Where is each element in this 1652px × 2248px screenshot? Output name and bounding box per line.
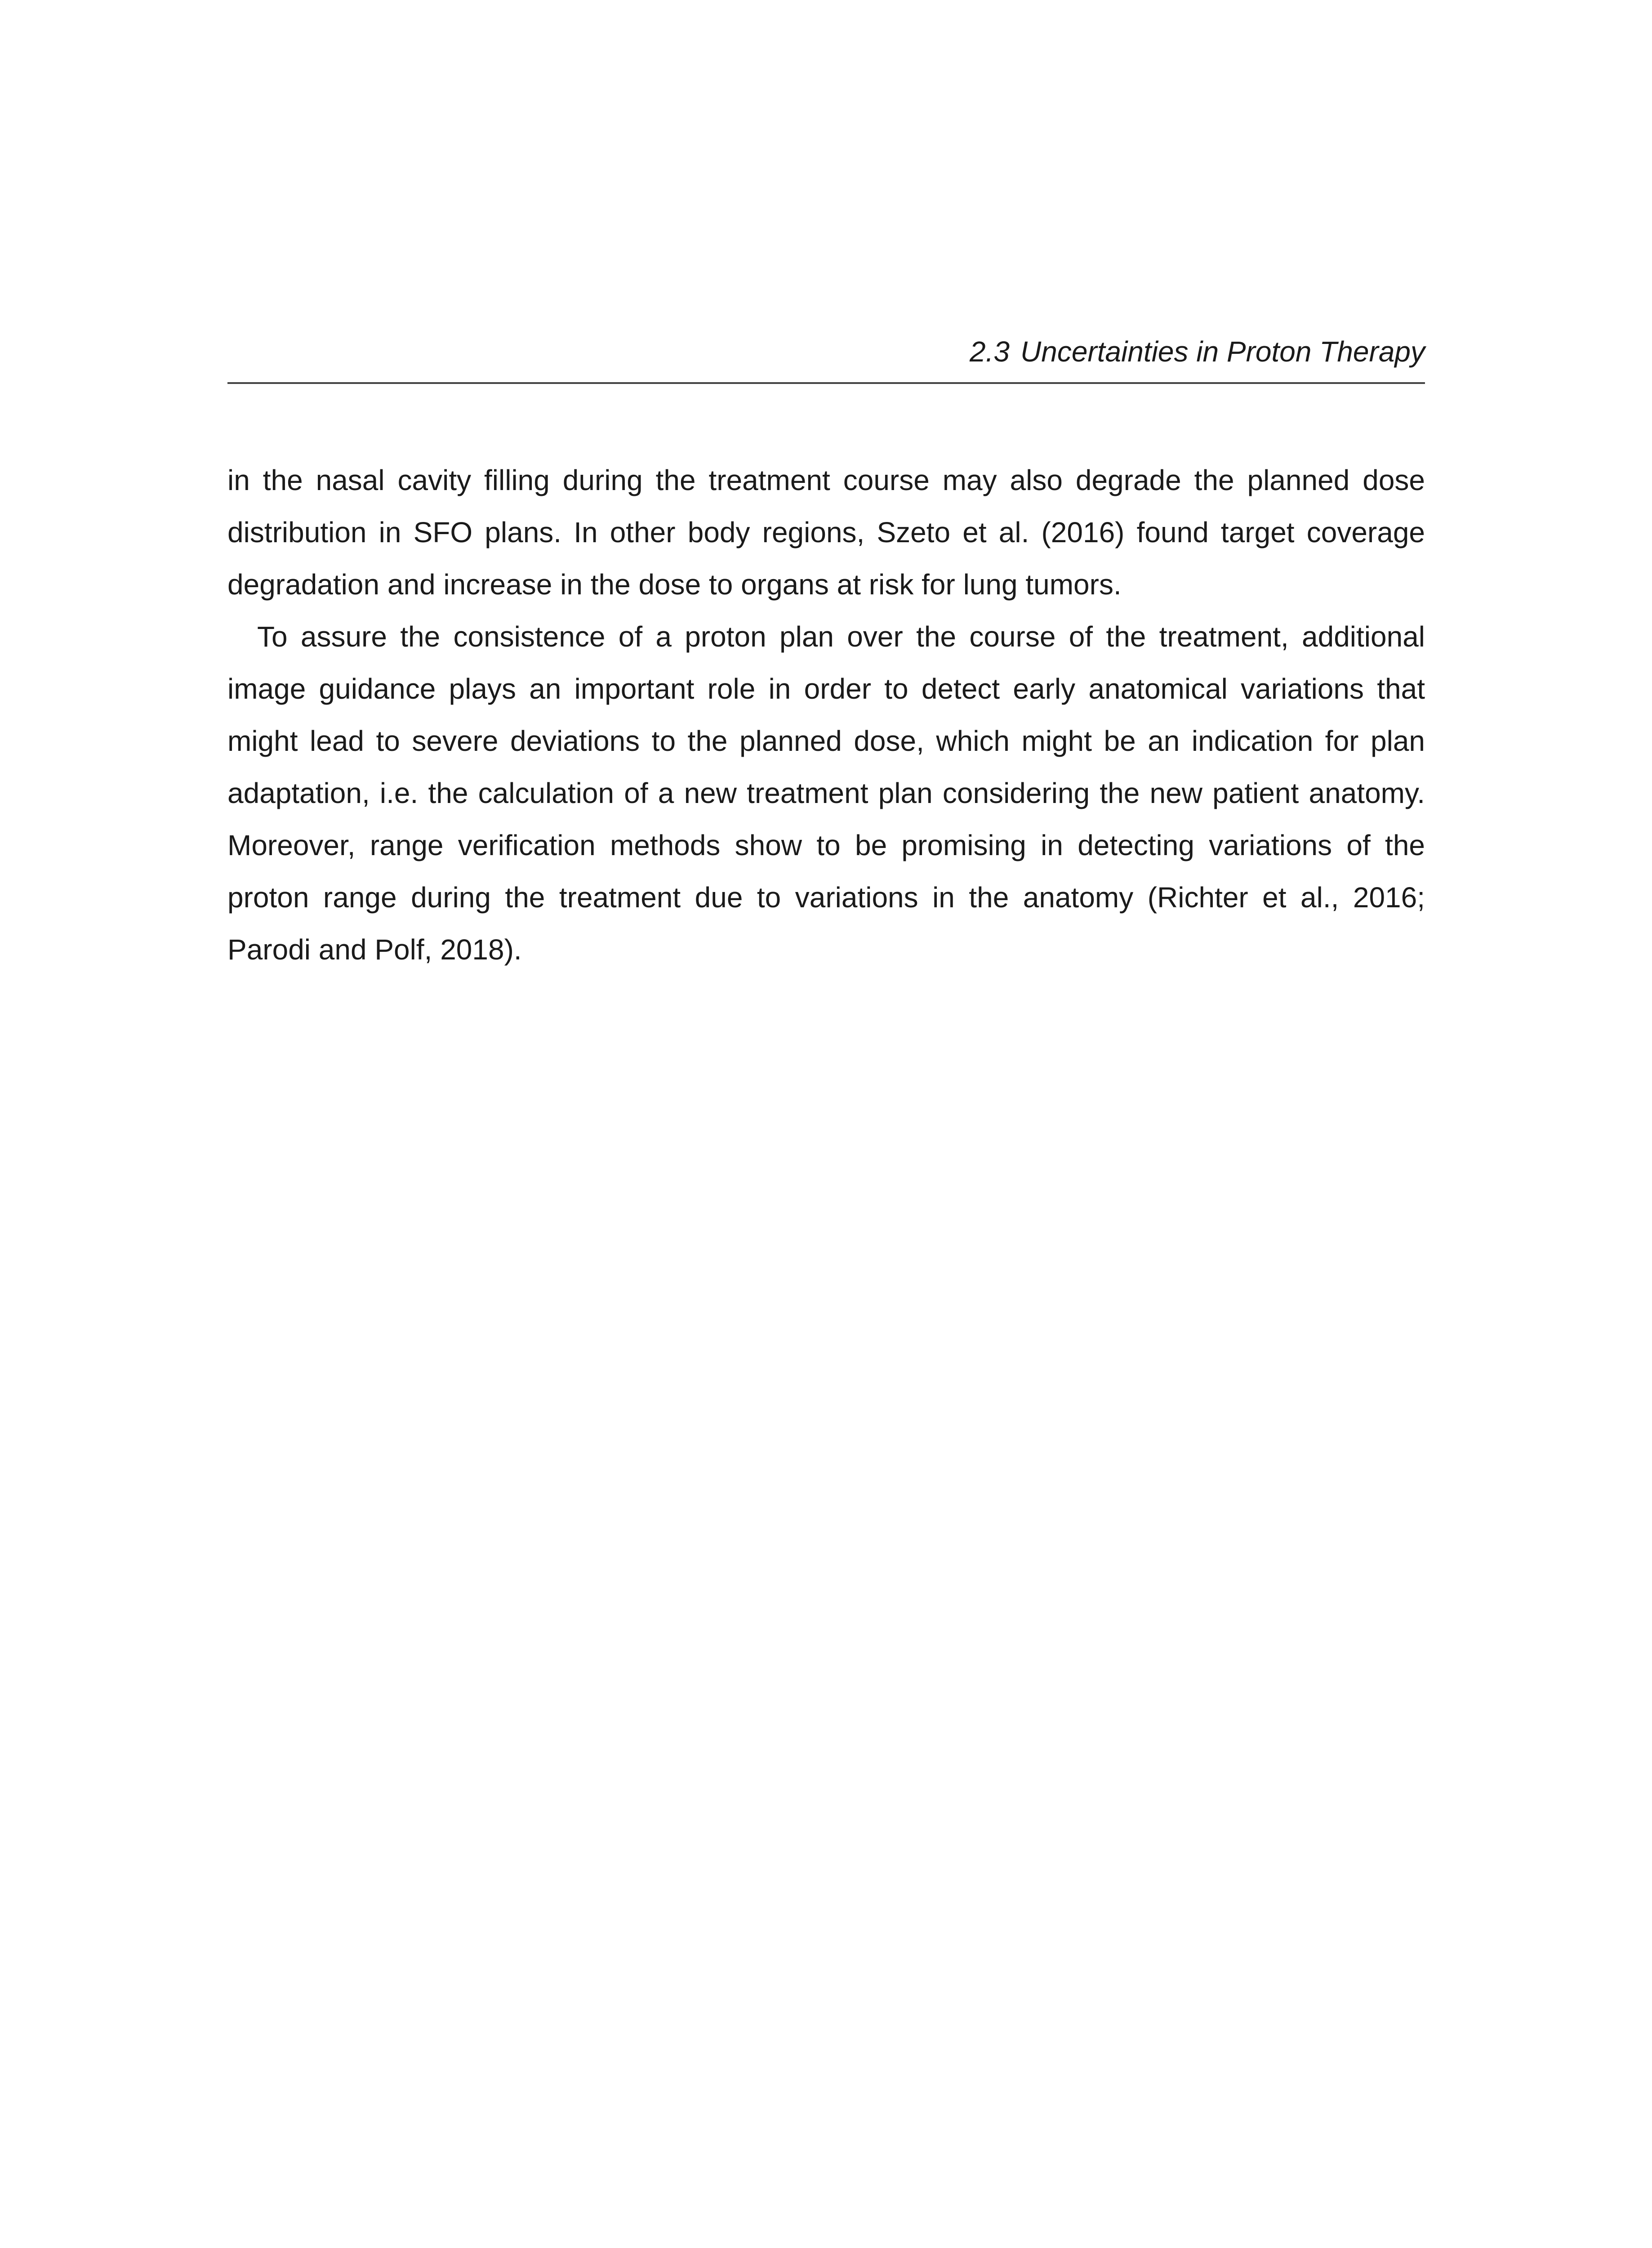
body-text <box>227 454 1425 976</box>
running-header <box>227 325 1425 384</box>
paragraph-continued: in the nasal cavity filling during the treatment course may also degrade the planned dose distribution in SFO plans. In other body regions, Szeto et al. (2016) found target coverage degradation and increase in the dose to organs at risk for lung tumors. <box>227 464 1425 601</box>
section-title: Uncertainties in Proton Therapy <box>1020 335 1425 368</box>
section-number: 2.3 <box>970 335 1010 368</box>
running-head-title <box>970 334 1425 370</box>
paragraph-image-guidance: To assure the consistence of a proton plan over the course of the treatment, additional image guidance plays an important role in order to detect early anatomical variations that might lead to severe deviations to the planned dose, which might be an indication for plan adaptation, i.e. the calculation of a new treatment plan considering the new patient anatomy. Moreover, range verification methods show to be promising in detecting variations of the proton range during the treatment due to variations in the anatomy (Richter et al., 2016; Parodi and Polf, 2018). <box>227 620 1425 966</box>
